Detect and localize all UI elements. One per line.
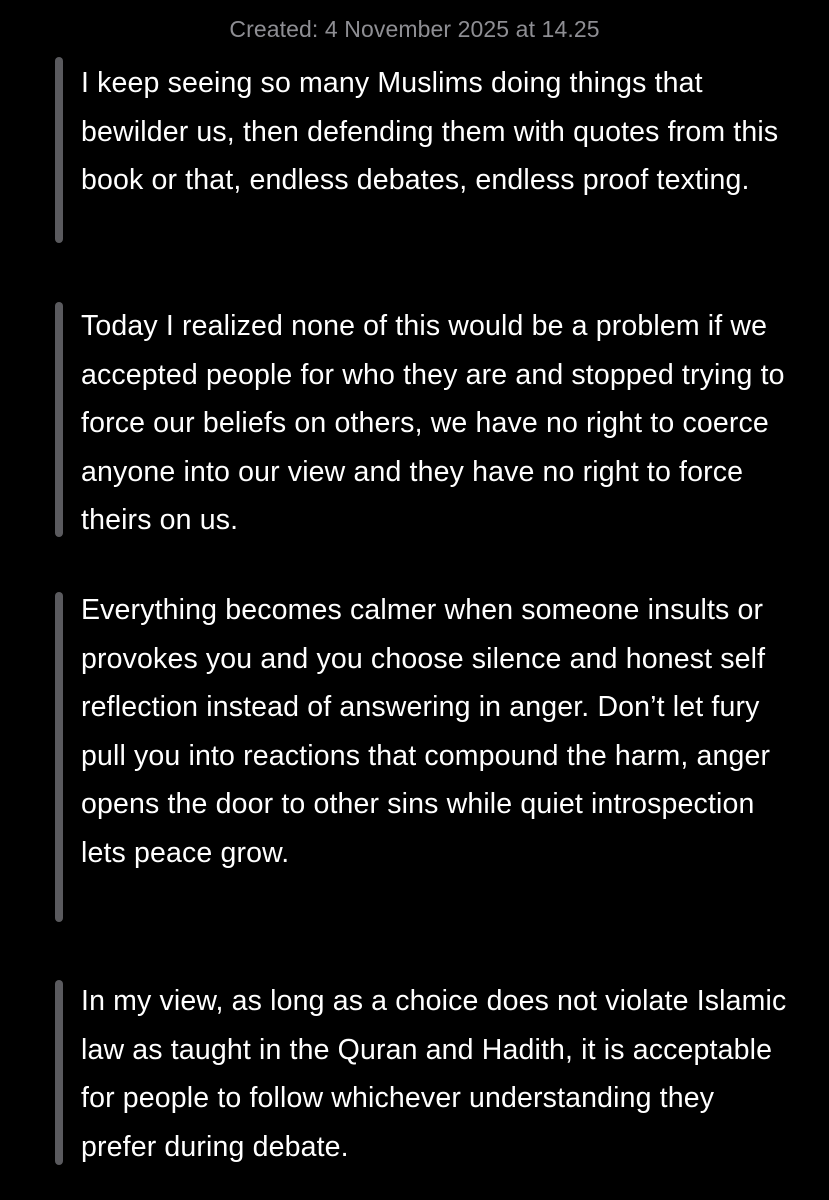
created-timestamp: Created: 4 November 2025 at 14.25 (229, 16, 600, 42)
block-quote[interactable] (55, 302, 795, 537)
quote-paragraph[interactable]: Everything becomes calmer when someone insults or provokes you and you choose silence and honest self reflection instead of answering in anger. Don’t let fury pull you into reactions that compound the harm, anger opens the door to other sins while quiet introspection lets peace grow. (81, 594, 771, 869)
block-quote[interactable] (55, 592, 795, 922)
quote-bar (55, 592, 63, 922)
quote-bar (55, 980, 63, 1165)
quote-bar (55, 57, 63, 243)
quote-paragraph[interactable]: Today I realized none of this would be a problem if we accepted people for who they are and stopped trying to force our beliefs on others, we have no right to coerce anyone into our view and they have no right to force theirs on us. (81, 310, 785, 536)
block-quote[interactable] (55, 980, 795, 1165)
quote-bar (55, 302, 63, 537)
quote-paragraph[interactable]: I keep seeing so many Muslims doing things that bewilder us, then defending them with quotes from this book or that, endless debates, endless proof texting. (81, 67, 779, 196)
quote-paragraph[interactable]: In my view, as long as a choice does not violate Islamic law as taught in the Quran and Hadith, it is acceptable for people to follow whichever understanding they prefer during debate. (81, 985, 787, 1163)
block-quote[interactable] (55, 57, 795, 243)
